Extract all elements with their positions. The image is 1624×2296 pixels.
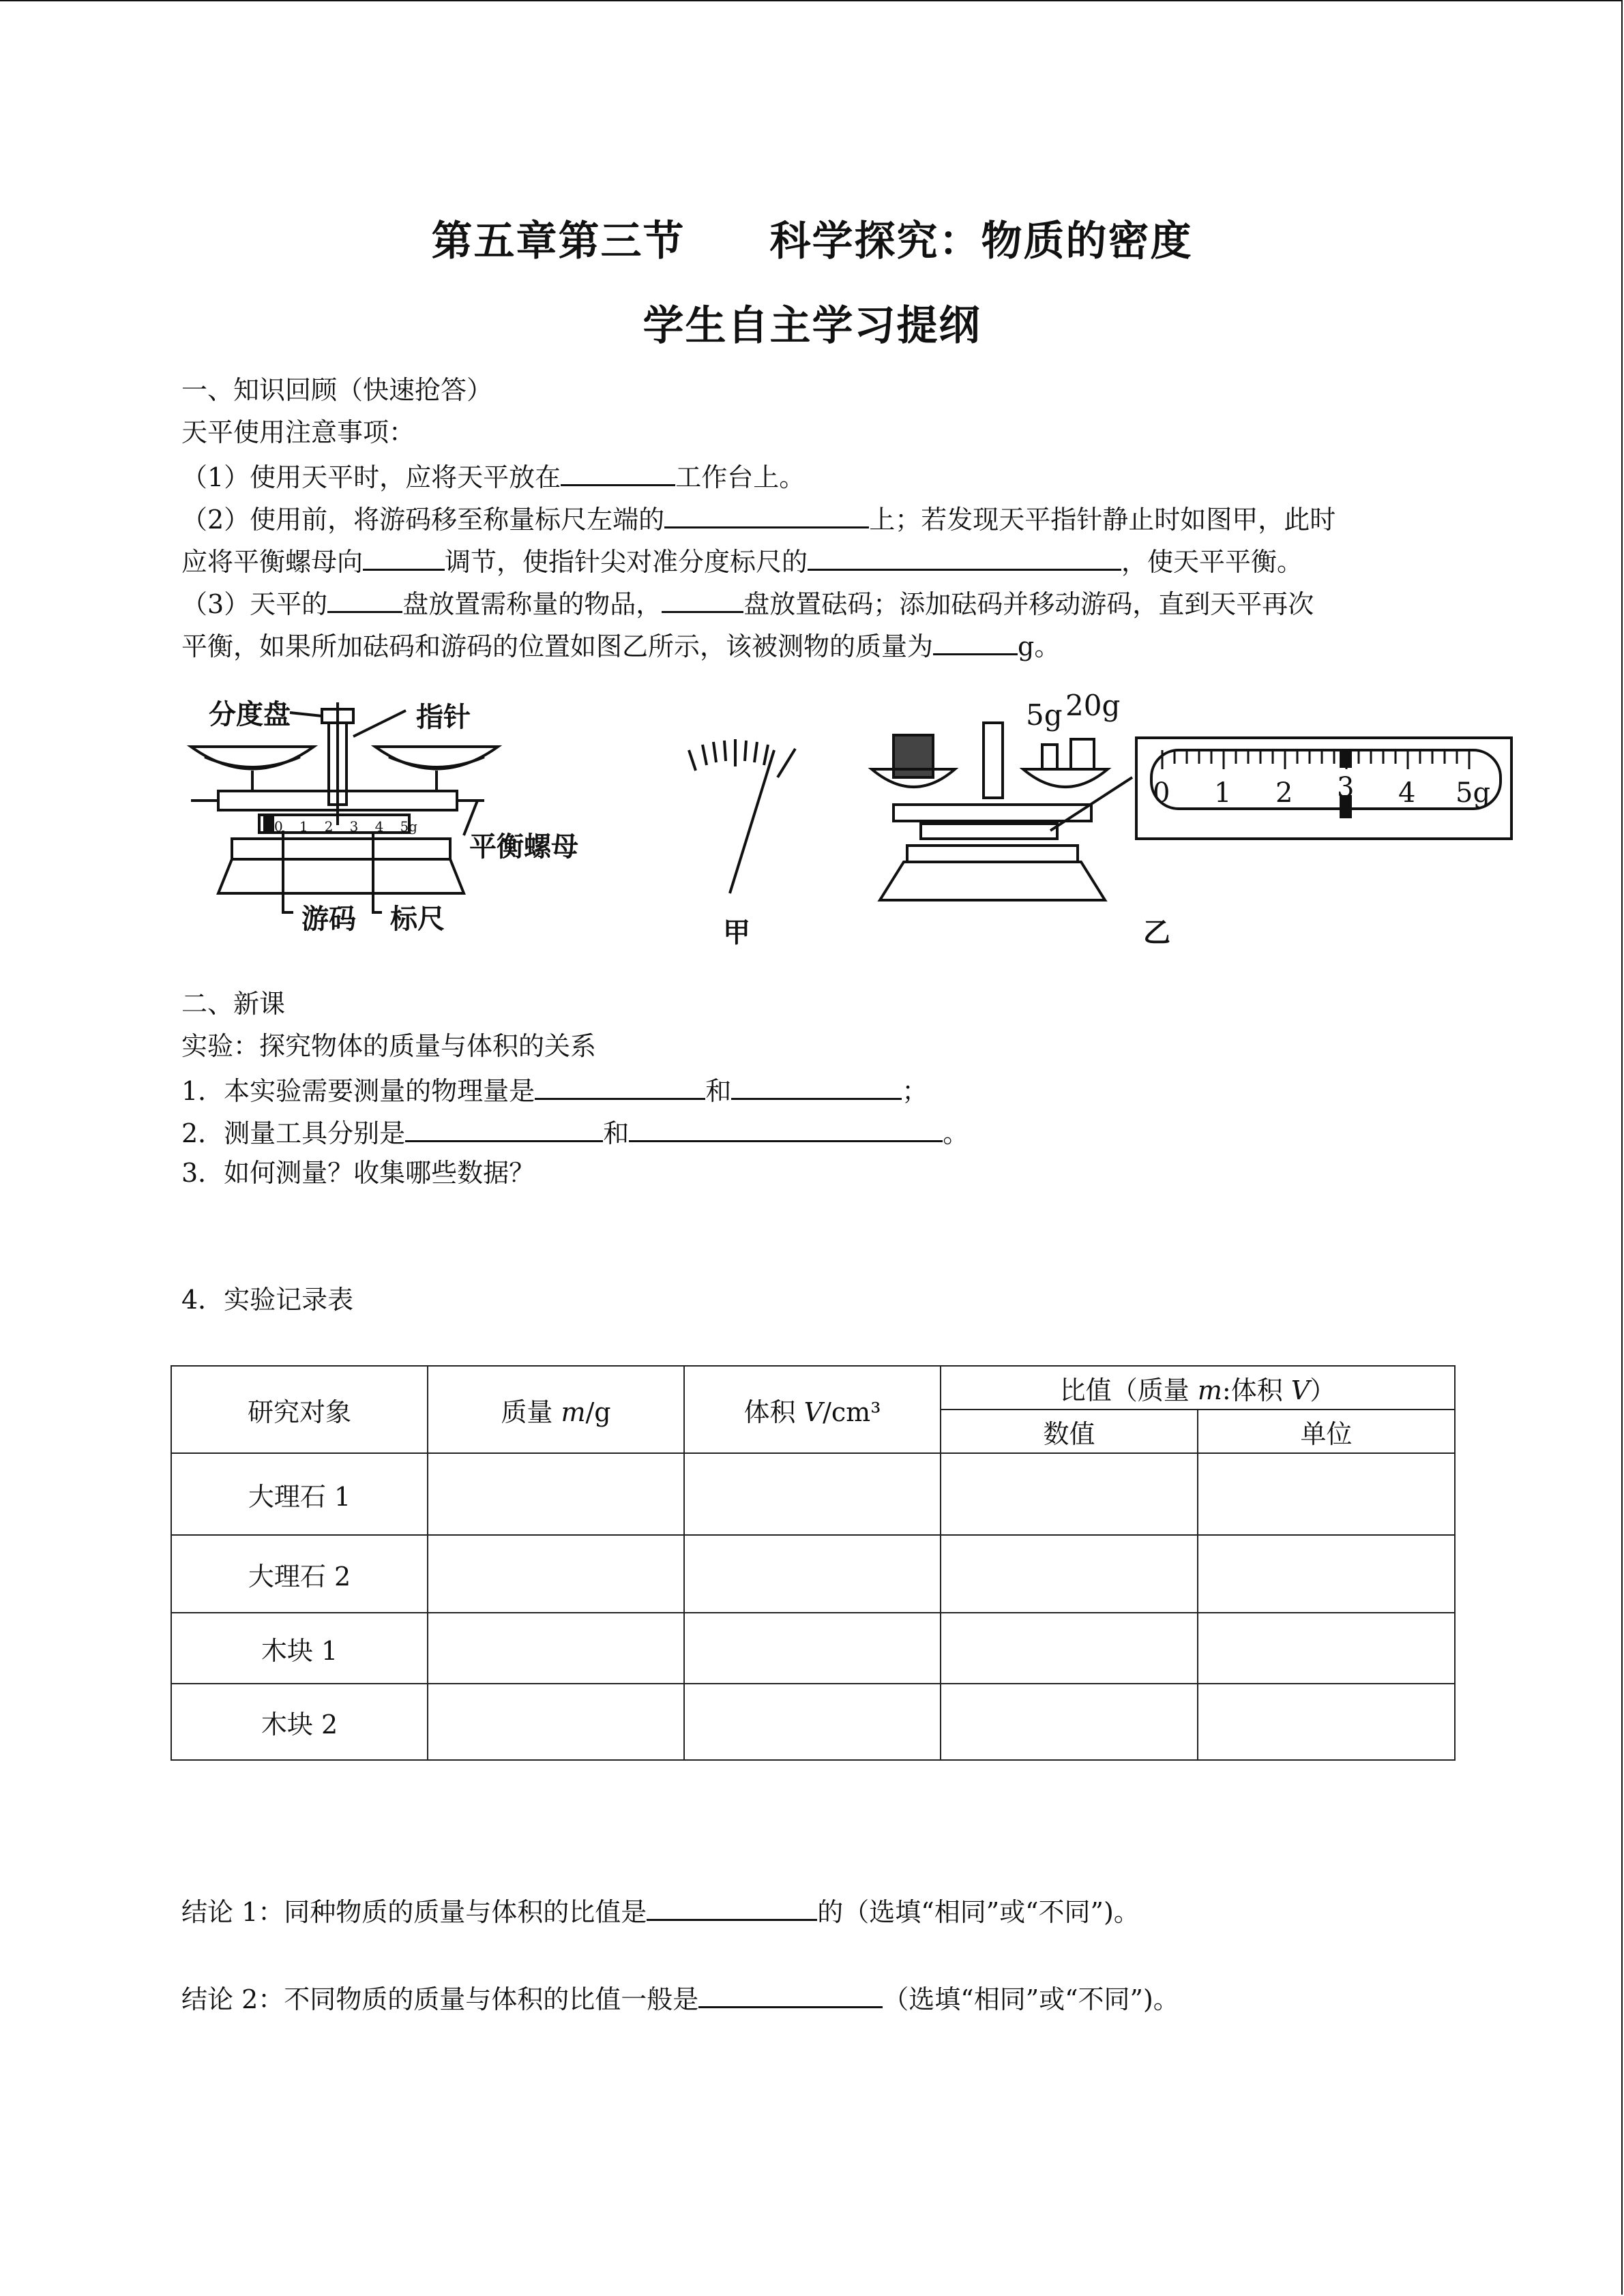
item1-blank-1[interactable]: [535, 1073, 705, 1100]
q3-text-d: 平衡，如果所加砝码和游码的位置如图乙所示，该被测物的质量为: [181, 631, 934, 661]
q2-blank-1[interactable]: [664, 502, 869, 528]
dial-tick: [703, 745, 707, 765]
cell-mass[interactable]: [428, 1535, 684, 1613]
label-yi: 乙: [1143, 917, 1170, 949]
c1-blank[interactable]: [647, 1894, 817, 1921]
small-tick-3: 3: [349, 818, 359, 835]
cell-ratio-value[interactable]: [941, 1613, 1198, 1684]
scale-leader: [373, 833, 382, 912]
zoom-rider-top: [1341, 750, 1350, 766]
header-object: 研究对象: [171, 1366, 428, 1453]
cell-volume[interactable]: [684, 1453, 941, 1535]
row-label-marble-2: 大理石 2: [171, 1535, 428, 1613]
dial-tick: [754, 742, 757, 762]
cell-ratio-value[interactable]: [941, 1535, 1198, 1613]
row-label-marble-1: 大理石 1: [171, 1453, 428, 1535]
base-bottom: [218, 859, 464, 893]
header-ratio: 比值（质量 m:体积 V）: [941, 1366, 1455, 1410]
q2-blank-3[interactable]: [808, 544, 1121, 571]
table-row: [171, 1684, 1455, 1760]
zoom-tick-5: 5g: [1456, 777, 1491, 809]
zoom-tick-4: 4: [1398, 777, 1416, 809]
q2-text-c: 应将平衡螺母向: [181, 547, 364, 577]
weight-5g-label: 5g: [1026, 698, 1063, 732]
base-top: [232, 839, 450, 859]
section1-heading: 一、知识回顾（快速抢答）: [181, 375, 493, 405]
zoom-tick-3: 3: [1337, 772, 1355, 803]
c1-text-a: 结论 1：同种物质的质量与体积的比值是: [181, 1897, 647, 1927]
label-jia: 甲: [723, 917, 750, 949]
rider: [265, 817, 273, 831]
cell-ratio-unit[interactable]: [1198, 1535, 1455, 1613]
center-column: [984, 723, 1003, 798]
table-row: [171, 1453, 1455, 1535]
item2-blank-2[interactable]: [629, 1116, 943, 1142]
q2-text-b: 上；若发现天平指针静止时如图甲，此时: [869, 505, 1336, 535]
c2-text-b: （选填“相同”或“不同”)。: [883, 1984, 1179, 2014]
dial-leader: [290, 713, 322, 716]
zoom-tick-2: 2: [1275, 777, 1293, 809]
dial-tick: [689, 750, 696, 771]
zoom-tick-labels: [1153, 772, 1507, 811]
conclusion-2: [181, 1982, 1179, 2014]
c2-blank[interactable]: [698, 1982, 883, 2008]
small-tick-4: 4: [374, 818, 384, 835]
rider-leader: [283, 831, 293, 912]
dial-tick: [764, 745, 768, 765]
label-scale: 标尺: [390, 904, 445, 935]
zoom-tick-0: 0: [1153, 777, 1170, 809]
section2-heading: 二、新课: [181, 989, 286, 1019]
zoom-tick-1: 1: [1214, 777, 1232, 809]
item-2: [181, 1116, 969, 1148]
cell-volume[interactable]: [684, 1613, 941, 1684]
cell-mass[interactable]: [428, 1613, 684, 1684]
q1-text-a: （1）使用天平时，应将天平放在: [181, 462, 561, 492]
right-pan-inner: [389, 757, 484, 767]
cell-volume[interactable]: [684, 1535, 941, 1613]
item2-text-b: 和: [603, 1118, 630, 1148]
label-pointer: 指针: [416, 702, 471, 733]
q2-text-e: ，使天平平衡。: [1121, 547, 1303, 577]
q3-text-c: 盘放置砝码；添加砝码并移动游码，直到天平再次: [743, 589, 1314, 619]
weight-5g: [1042, 745, 1057, 769]
left-pan-inner: [205, 757, 300, 767]
table-row: [171, 1535, 1455, 1613]
c1-text-b: 的（选填“相同”或“不同”)。: [817, 1897, 1140, 1927]
cell-mass[interactable]: [428, 1453, 684, 1535]
q2-blank-2[interactable]: [363, 544, 445, 571]
q3-text-a: （3）天平的: [181, 589, 328, 619]
cell-mass[interactable]: [428, 1684, 684, 1760]
conclusion-1: [181, 1894, 1140, 1927]
q3-text-e: g。: [1018, 631, 1061, 661]
pointer-dial-figure: [675, 723, 825, 900]
q3-blank-2[interactable]: [662, 586, 743, 613]
item-1: [181, 1073, 928, 1106]
table-row: [171, 1613, 1455, 1684]
q2-text-a: （2）使用前，将游码移至称量标尺左端的: [181, 505, 665, 535]
pointer-needle: [730, 750, 774, 893]
page-title: 第五章第三节 科学探究：物质的密度: [431, 218, 1193, 265]
experiment-title: 实验：探究物体的质量与体积的关系: [181, 1031, 597, 1061]
header-unit: 单位: [1198, 1410, 1455, 1453]
small-tick-0: 0: [274, 818, 283, 835]
record-table: [171, 1365, 1456, 1761]
item1-text-b: 和: [705, 1076, 732, 1106]
question-2-line-2: [181, 544, 1303, 577]
object-block: [894, 735, 933, 777]
item-4: 4．实验记录表: [181, 1285, 354, 1315]
weight-20g-label: 20g: [1065, 689, 1121, 722]
question-3-line-2: [181, 629, 1060, 661]
weight-20g: [1071, 739, 1094, 769]
question-2-line-1: [181, 502, 1335, 535]
page-subtitle: 学生自主学习提纲: [643, 302, 981, 350]
balance-with-weights: [866, 696, 1139, 914]
pointer-leader: [353, 711, 406, 736]
row-label-wood-2: 木块 2: [171, 1684, 428, 1760]
cell-ratio-value[interactable]: [941, 1684, 1198, 1760]
dial-tick: [724, 741, 726, 761]
item2-text-a: 2．测量工具分别是: [181, 1118, 406, 1148]
q3-blank-1[interactable]: [327, 586, 402, 613]
label-nut: 平衡螺母: [469, 831, 578, 863]
label-rider: 游码: [301, 904, 356, 935]
question-1: [181, 460, 805, 492]
small-tick-1: 1: [299, 818, 308, 835]
cell-ratio-unit[interactable]: [1198, 1684, 1455, 1760]
cell-ratio-value[interactable]: [941, 1453, 1198, 1535]
header-mass: 质量 m/g: [428, 1366, 684, 1453]
q3-text-b: 盘放置需称量的物品，: [402, 589, 662, 619]
dial-tick: [745, 741, 746, 761]
balance-scale-ticks: [274, 818, 417, 835]
header-volume: 体积 V/cm³: [684, 1366, 941, 1453]
dial-tick: [778, 749, 795, 777]
base-top: [907, 846, 1078, 862]
item1-blank-2[interactable]: [731, 1073, 902, 1100]
zoom-ticks: [1162, 750, 1469, 769]
c2-text-a: 结论 2：不同物质的质量与体积的比值一般是: [181, 1984, 699, 2014]
beam: [894, 805, 1091, 821]
cell-ratio-unit[interactable]: [1198, 1613, 1455, 1684]
small-tick-2: 2: [324, 818, 334, 835]
base-bottom: [880, 862, 1105, 900]
q3-blank-3[interactable]: [933, 629, 1018, 655]
right-pan: [1023, 769, 1108, 787]
scale-bar: [921, 824, 1057, 839]
table-header-row: [171, 1366, 1455, 1410]
label-dial: 分度盘: [209, 699, 291, 730]
cell-ratio-unit[interactable]: [1198, 1453, 1455, 1535]
item2-blank-1[interactable]: [405, 1116, 603, 1142]
section1-intro: 天平使用注意事项：: [181, 417, 415, 447]
q2-text-d: 调节，使指针尖对准分度标尺的: [445, 547, 808, 577]
q1-text-b: 工作台上。: [675, 462, 806, 492]
row-label-wood-1: 木块 1: [171, 1613, 428, 1684]
dial-tick: [713, 742, 716, 762]
item1-text-c: ；: [902, 1076, 928, 1106]
q1-blank[interactable]: [561, 460, 675, 486]
question-3-line-1: [181, 586, 1314, 619]
item1-text-a: 1．本实验需要测量的物理量是: [181, 1076, 535, 1106]
item-3: 3．如何测量？收集哪些数据？: [181, 1158, 535, 1188]
item2-text-c: 。: [943, 1118, 969, 1148]
header-value: 数值: [941, 1410, 1198, 1453]
small-tick-5: 5g: [400, 818, 417, 835]
cell-volume[interactable]: [684, 1684, 941, 1760]
